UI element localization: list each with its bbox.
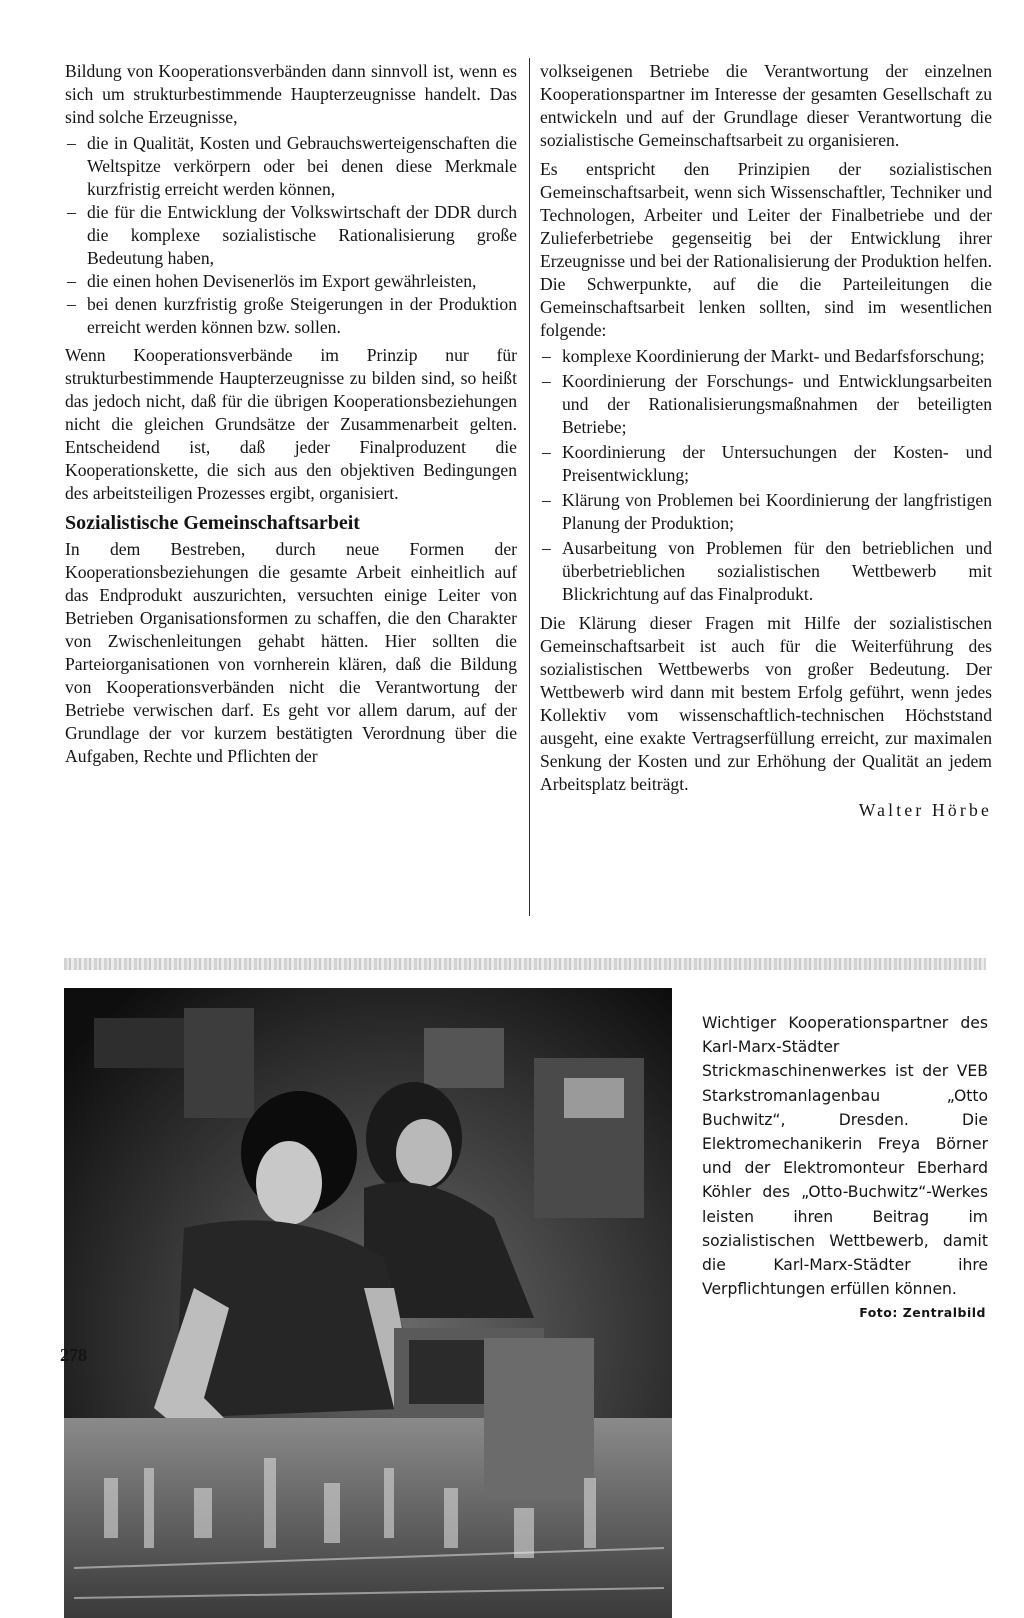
left-intro-paragraph: Bildung von Kooperationsverbänden dann sinnvoll ist, wenn es sich um strukturbestimmende Haupterzeugnisse handelt. Das sind solche Erzeugnisse, [65,61,517,127]
list-item: – die einen hohen Devisenerlös im Export gewährleisten, [65,270,517,293]
list-item: – Klärung von Problemen bei Koordinierung der langfristigen Planung der Produktion; [540,489,992,535]
left-paragraph-2: Wenn Kooperationsverbände im Prinzip nur für strukturbestimmende Haupterzeugnisse zu bilden sind, so heißt das jedoch nicht, daß für die übrigen Kooperationsbeziehungen nicht die gleichen Grundsätze der Zusammenarbeit gelten. Entscheidend ist, daß jeder Finalproduzent die Kooperationskette, die sich aus den objektiven Bedingungen des arbeitsteiligen Prozesses ergibt, organisiert. [65,345,517,503]
section-heading: Sozialistische Gemeinschaftsarbeit [65,512,360,534]
list-item: – komplexe Koordinierung der Markt- und Bedarfsforschung; [540,345,992,368]
page-number: 278 [60,1345,87,1365]
workshop-photo [64,988,672,1618]
left-column [65,60,517,771]
right-paragraph-3: Die Klärung dieser Fragen mit Hilfe der sozialistischen Gemeinschaftsarbeit ist auch für die Weiterführung des sozialistischen Wettbewerbs von großer Bedeutung. Der Wettbewerb wird dann mit bestem Erfolg geführt, wenn jedes Kollektiv vom wissenschaftlich-technischen Höchststand ausgeht, eine exakte Vertragserfüllung erreicht, zur maximalen Senkung der Kosten und zur Erhöhung der Qualität an jedem Arbeitsplatz beiträgt. [540,613,992,794]
section-separator [64,958,986,970]
list-item: – Koordinierung der Untersuchungen der Kosten- und Preisentwicklung; [540,441,992,487]
left-paragraph-3: In dem Bestreben, durch neue Formen der Kooperationsbeziehungen die gesamte Arbeit einheitlich auf das Endprodukt auszurichten, versuchten einige Leiter von Betrieben Organisationsformen zu schaffen, die den Charakter von Zwischenleitungen gehabt hätten. Hier sollten die Parteiorganisationen von vornherein klären, daß die Bildung von Kooperationsverbänden nicht die Verantwortung der Betriebe verwischen darf. Es geht vor allem darum, auf der Grundlage der vor kurzem bestätigten Verordnung über die Aufgaben, Rechte und Pflichten der [65,539,517,766]
author-signature: Walter Hörbe [858,800,992,820]
right-paragraph-1: volkseigenen Betriebe die Verantwortung der einzelnen Kooperationspartner im Interesse der gesamten Gesellschaft zu entwickeln und auf der Grundlage dieser Verantwortung die sozialistische Gemeinschaftsarbeit zu organisieren. [540,61,992,150]
list-item: – bei denen kurzfristig große Steigerungen in der Produktion erreicht werden können bzw. sollen. [65,293,517,339]
photo-credit: Foto: Zentralbild [859,1305,986,1320]
right-paragraph-2: Es entspricht den Prinzipien der sozialistischen Gemeinschaftsarbeit, wenn sich Wissenschaftler, Techniker und Technologen, Arbeiter und Leiter der Finalbetriebe und der Zulieferbetriebe gegenseitig bei der Entwicklung ihrer Erzeugnisse und bei der Rationalisierung der Produktion helfen. Die Schwerpunkte, auf die die Parteileitungen die Gemeinschaftsarbeit lenken sollten, sind im wesentlichen folgende: [540,159,992,340]
list-item: – Ausarbeitung von Problemen für den betrieblichen und überbetrieblichen sozialistischen Wettbewerb mit Blickrichtung auf das Finalprodukt. [540,537,992,606]
list-item: – die in Qualität, Kosten und Gebrauchswerteigenschaften die Weltspitze verkörpern oder bei denen diese Merkmale kurzfristig erreicht werden können, [65,132,517,201]
column-divider [529,58,530,916]
list-item: – Koordinierung der Forschungs- und Entwicklungsarbeiten und der Rationalisierungsmaßnahmen der beteiligten Betriebe; [540,370,992,439]
left-dash-list [65,132,517,339]
right-column [540,60,992,822]
right-dash-list [540,345,992,606]
photo-caption: Wichtiger Kooperationspartner des Karl-Marx-Städter Strickmaschinenwerkes ist der VEB Starkstromanlagenbau „Otto Buchwitz“, Dresden. Die Elektromechanikerin Freya Börner und der Elektromonteur Eberhard Köhler des „Otto-Buchwitz“-Werkes leisten ihren Beitrag im sozialistischen Wettbewerb, damit die Karl-Marx-Städter ihre Verpflichtungen erfüllen können. [702,1014,988,1299]
photo-illustration [64,988,672,1618]
list-item: – die für die Entwicklung der Volkswirtschaft der DDR durch die komplexe sozialistische Rationalisierung große Bedeutung haben, [65,201,517,270]
